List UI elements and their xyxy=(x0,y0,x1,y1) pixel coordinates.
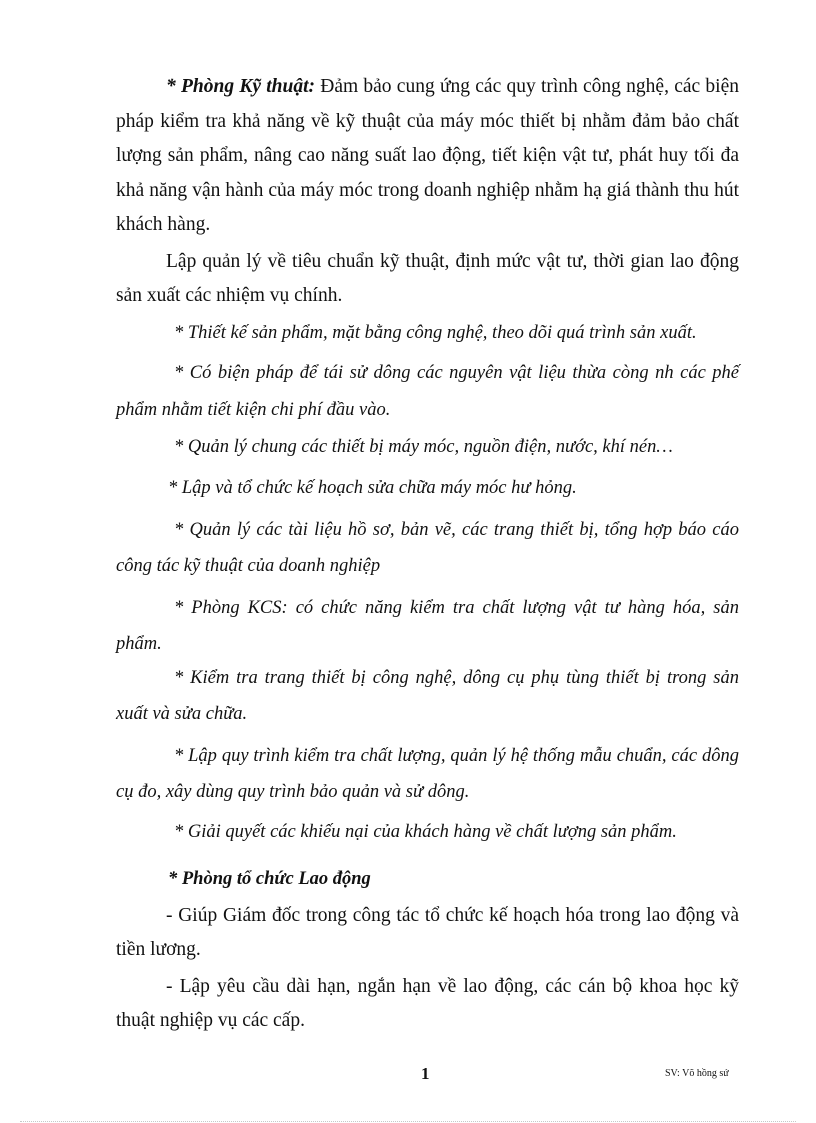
paragraph-ky-thuat-text: Đảm bảo cung ứng các quy trình công nghệ, các biện pháp kiểm tra khả năng về kỹ thuật của máy móc thiết bị nhằm đảm bảo chất lượng sản phẩm, nâng cao năng suất lao động, tiết kiện vật tư, phát huy tối đa khả năng vận hành của máy móc trong doanh nghiệp nhằm hạ giá thành thu hút khách hàng. xyxy=(116,76,739,235)
paragraph-lap-quan-ly: Lập quản lý về tiêu chuẩn kỹ thuật, định mức vật tư, thời gian lao động sản xuất các nhiệm vụ chính. xyxy=(116,251,739,306)
paragraph-ky-thuat xyxy=(116,70,739,243)
section-lead-ky-thuat: * Phòng Kỹ thuật: xyxy=(166,76,316,97)
list-item: * Có biện pháp để tái sử dông các nguyên vật liệu thừa còng nh các phế phẩm nhằm tiết kiện chi phí đầu vào. xyxy=(116,363,739,420)
list-item: * Giải quyết các khiếu nại của khách hàng về chất lượng sản phẩm. xyxy=(174,822,677,842)
list-item: * Quản lý các tài liệu hồ sơ, bản vẽ, các trang thiết bị, tổng hợp báo cáo công tác kỹ thuật của doanh nghiệp xyxy=(116,520,739,576)
list-item: * Lập quy trình kiểm tra chất lượng, quản lý hệ thống mẫu chuẩn, các dông cụ đo, xây dùng quy trình bảo quản và sử dông. xyxy=(116,746,739,802)
list-item: * Quản lý chung các thiết bị máy móc, nguồn điện, nước, khí nén… xyxy=(174,437,673,457)
dash-item: - Lập yêu cầu dài hạn, ngắn hạn về lao động, các cán bộ khoa học kỹ thuật nghiệp vụ các cấp. xyxy=(116,976,739,1031)
page-bottom-divider xyxy=(20,1121,796,1122)
dash-item: - Giúp Giám đốc trong công tác tổ chức kế hoạch hóa trong lao động và tiền lương. xyxy=(116,905,739,960)
list-item: * Thiết kế sản phẩm, mặt bằng công nghệ, theo dõi quá trình sản xuất. xyxy=(174,323,697,343)
page-number: 1 xyxy=(421,1064,430,1083)
section-heading-to-chuc-lao-dong: * Phòng tổ chức Lao động xyxy=(168,869,371,889)
footer-author: SV: Võ hồng sứ xyxy=(665,1068,729,1079)
list-item: * Lập và tổ chức kế hoạch sửa chữa máy móc hư hỏng. xyxy=(168,478,577,498)
list-item-kcs: * Phòng KCS: có chức năng kiểm tra chất lượng vật tư hàng hóa, sản phẩm. xyxy=(116,598,739,654)
list-item: * Kiểm tra trang thiết bị công nghệ, dông cụ phụ tùng thiết bị trong sản xuất và sửa chữa. xyxy=(116,668,739,724)
